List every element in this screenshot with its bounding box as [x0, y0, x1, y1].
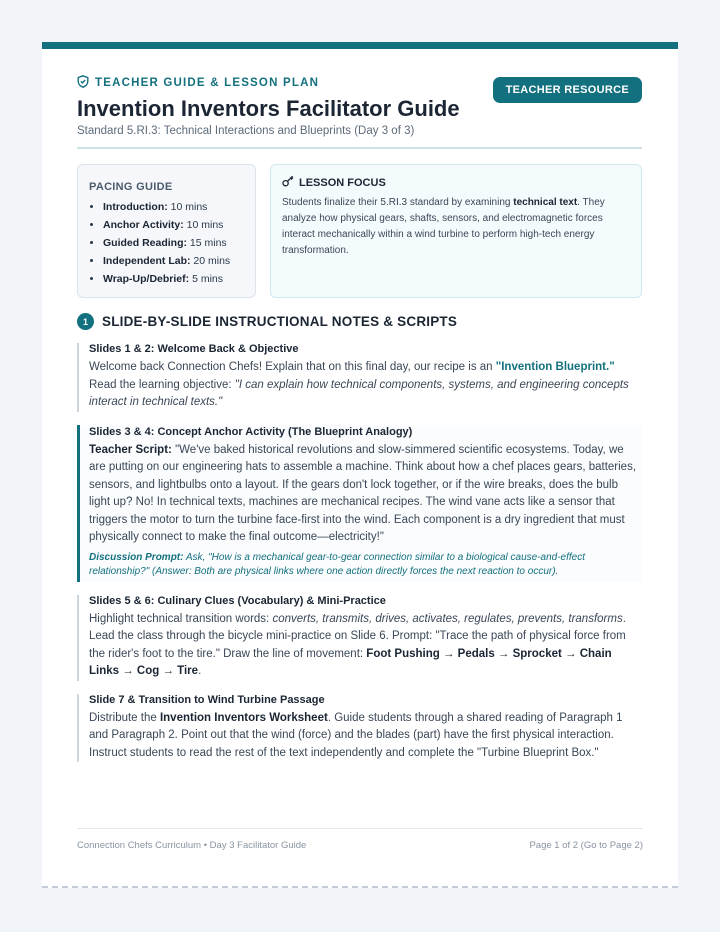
- eyebrow-label: TEACHER GUIDE & LESSON PLAN: [95, 77, 320, 89]
- note-highlight: "Invention Blueprint.": [495, 361, 615, 373]
- lesson-focus-title: LESSON FOCUS: [299, 176, 386, 189]
- note-title: Slides 3 & 4: Concept Anchor Activity (The Blueprint Analogy): [89, 425, 413, 438]
- page-subtitle: Standard 5.RI.3: Technical Interactions and Blueprints (Day 3 of 3): [77, 125, 415, 137]
- pacing-value: 10 mins: [186, 219, 224, 231]
- note-body: [89, 359, 642, 412]
- header: [77, 75, 642, 147]
- learning-objective-quote: "I can explain how technical components, systems, and engineering concepts interact in technical texts.": [89, 378, 629, 408]
- top-accent-bar: [42, 42, 678, 49]
- shield-check-icon: [77, 75, 89, 91]
- pacing-label: Introduction:: [103, 201, 168, 213]
- list-item: [103, 236, 244, 250]
- note-text: Distribute the: [89, 711, 160, 724]
- list-item: [103, 254, 244, 268]
- guide-page: [42, 42, 678, 888]
- overview-cards: [77, 164, 642, 298]
- list-item: [103, 272, 244, 286]
- page-title: Invention Inventors Facilitator Guide: [77, 96, 460, 121]
- note-body: [89, 710, 642, 763]
- discussion-prompt: [89, 551, 642, 580]
- pacing-guide-card: [77, 164, 256, 298]
- note-body: [89, 442, 642, 547]
- note-text: . Lead the class through the bicycle mini-practice on Slide 6. Prompt: "Trace the path of physical force from the rider's foot to the tire." Draw the line of movement:: [89, 612, 626, 660]
- note-text: Read the learning objective:: [89, 378, 235, 391]
- discussion-prompt-text: Ask, "How is a mechanical gear-to-gear connection similar to a biological cause-and-effect relationship?" (Answer: Both are physical links where one action directly forces the next reaction to occur).: [89, 551, 585, 577]
- note-body: [89, 611, 642, 681]
- lesson-focus-heading: [282, 175, 630, 190]
- lesson-focus-text: [282, 195, 630, 259]
- pacing-value: 10 mins: [170, 201, 208, 213]
- note-title: Slides 5 & 6: Culinary Clues (Vocabulary) & Mini-Practice: [89, 594, 386, 607]
- slide-note-1: [77, 343, 642, 412]
- force-chain: Foot Pushing → Pedals → Sprocket → Chain Links → Cog → Tire: [89, 647, 612, 677]
- note-title: Slides 1 & 2: Welcome Back & Objective: [89, 343, 299, 355]
- pacing-label: Wrap-Up/Debrief:: [103, 273, 190, 285]
- discussion-prompt-label: Discussion Prompt:: [89, 551, 184, 563]
- list-item: [103, 200, 244, 214]
- teacher-script-label: Teacher Script:: [89, 443, 172, 456]
- pacing-value: 5 mins: [192, 273, 224, 285]
- list-item: [103, 218, 244, 232]
- note-text: Welcome back Connection Chefs! Explain that on this final day, our recipe is an: [89, 361, 496, 373]
- slide-note-4: [77, 694, 642, 763]
- note-title: Slide 7 & Transition to Wind Turbine Passage: [89, 693, 325, 706]
- pacing-label: Guided Reading:: [103, 237, 187, 249]
- focus-text-bold: technical text: [513, 197, 578, 208]
- key-icon: [282, 175, 294, 190]
- section-heading: [77, 313, 642, 330]
- pacing-label: Anchor Activity:: [103, 219, 184, 231]
- footer-curriculum: Connection Chefs Curriculum • Day 3 Facilitator Guide: [77, 840, 307, 851]
- header-divider: [77, 147, 642, 149]
- worksheet-name: Invention Inventors Worksheet: [159, 711, 328, 724]
- pacing-label: Independent Lab:: [103, 255, 191, 267]
- pacing-guide-title: PACING GUIDE: [89, 181, 173, 193]
- section-title: SLIDE-BY-SLIDE INSTRUCTIONAL NOTES & SCRIPTS: [102, 314, 458, 329]
- section-number: 1: [77, 313, 94, 330]
- focus-text-part: Students finalize their 5.RI.3 standard by examining: [282, 197, 514, 208]
- note-text: Highlight technical transition words:: [89, 612, 273, 625]
- slide-note-2: [77, 425, 642, 582]
- transition-words: converts, transmits, drives, activates, regulates, prevents, transforms: [272, 612, 623, 625]
- lesson-focus-card: [270, 164, 642, 298]
- pacing-list: [89, 200, 244, 286]
- slide-note-3: [77, 595, 642, 681]
- page-break-divider: [42, 886, 678, 888]
- pacing-value: 20 mins: [193, 255, 231, 267]
- focus-text-part: . They analyze how physical gears, shafts, sensors, and electromagnetic forces interact mechanically within a wind turbine to perform high-tech energy transformation.: [282, 197, 605, 256]
- teacher-resource-badge: TEACHER RESOURCE: [493, 77, 642, 103]
- page-navigation-link[interactable]: Page 1 of 2 (Go to Page 2): [529, 840, 643, 851]
- page-footer: [77, 828, 643, 851]
- teacher-script: "We've baked historical revolutions and slow-simmered scientific ecosystems. Today, we are putting on our engineering hats to assemble a machine. Think about how a chef places gears, batteries, sensors, and lightbulbs onto a layout. If the gears don't lock together, or if the wire breaks, does the bulb light up? No! In technical texts, machines are mechanical recipes. The wind vane acts like a sensor that triggers the motor to turn the turbine face-first into the wind. Each component is a dry ingredient that must physically connect to make the final outcome—electricity!": [89, 443, 637, 543]
- pacing-value: 15 mins: [189, 237, 227, 249]
- note-text: . Guide students through a shared reading of Paragraph 1 and Paragraph 2. Point out that the wind (force) and the blades (part) have the first physical interaction. Instruct students to read the rest of the text independently and complete the "Turbine Blueprint Box.": [89, 711, 623, 759]
- note-text: .: [198, 665, 202, 677]
- page-content: [77, 75, 642, 762]
